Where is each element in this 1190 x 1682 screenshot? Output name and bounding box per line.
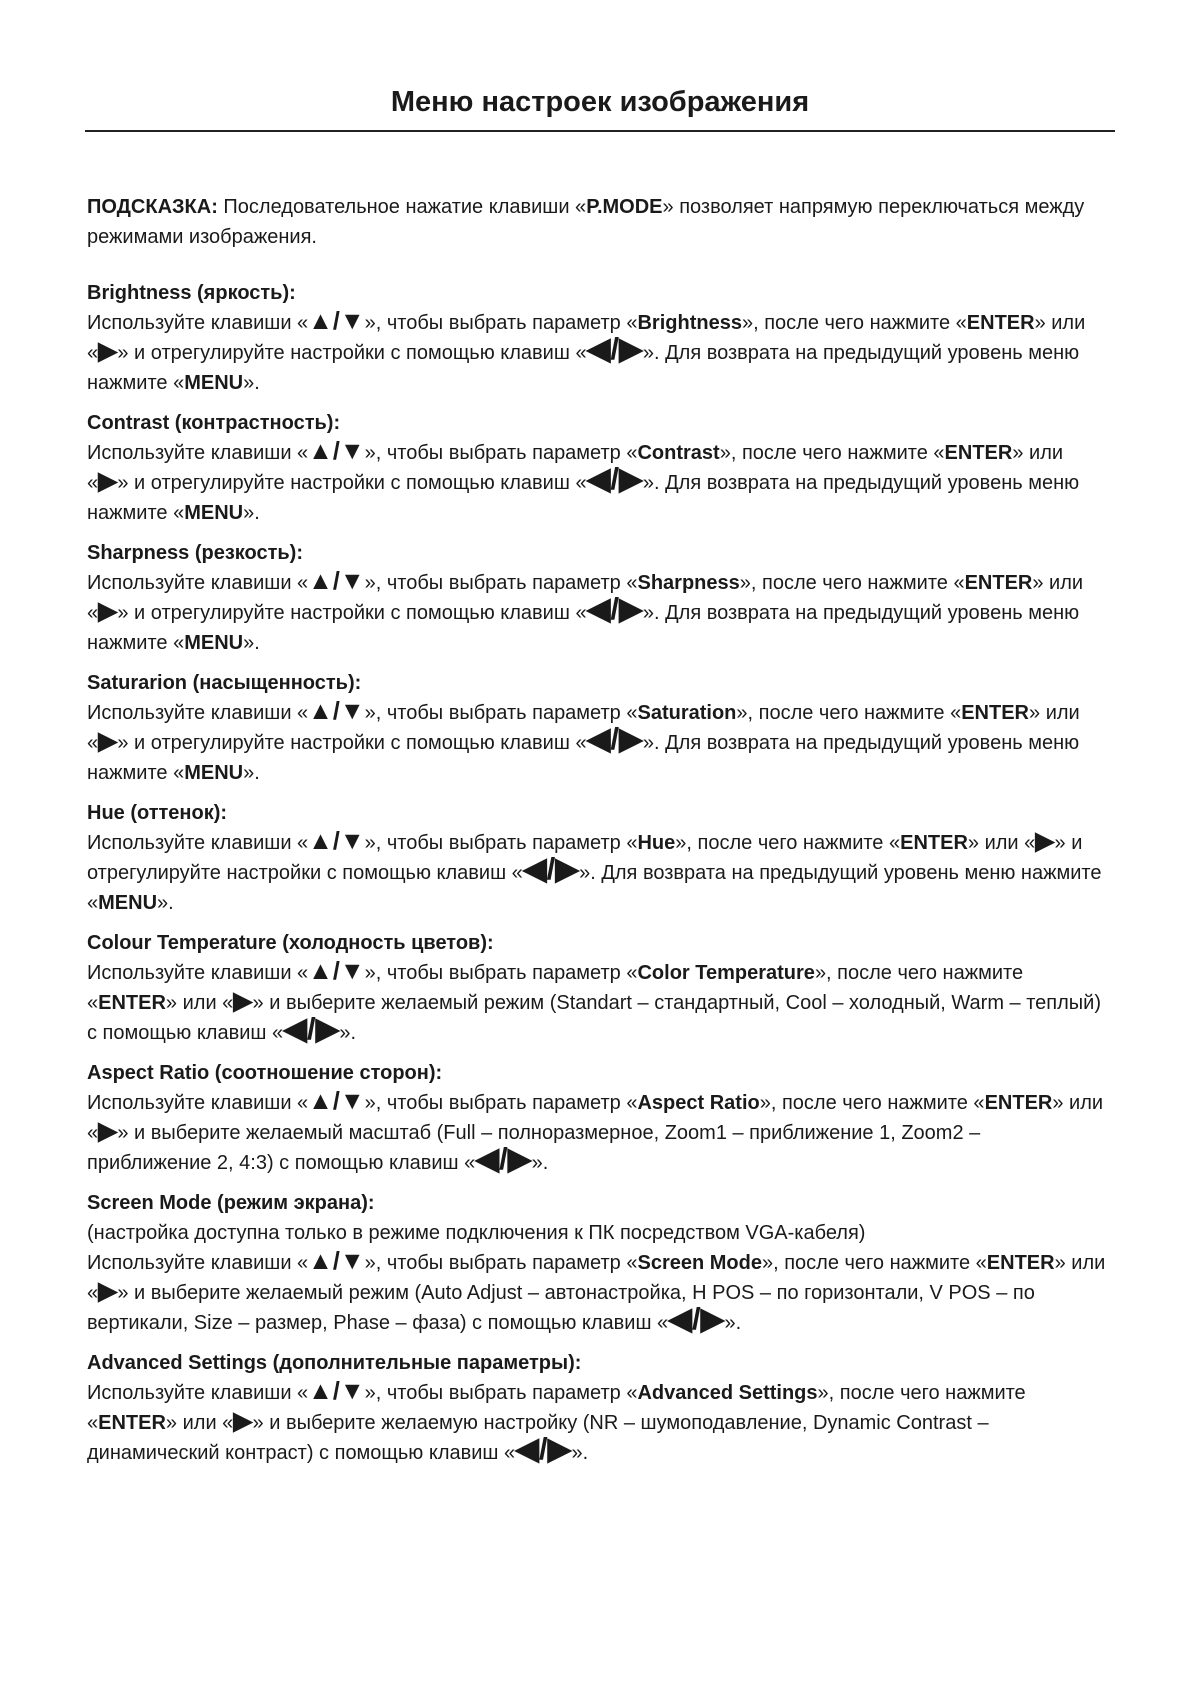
menu-key: MENU [184, 372, 244, 394]
body-text: », после чего нажмите « [761, 1252, 987, 1274]
section-body [87, 438, 1107, 528]
section-body [87, 828, 1107, 918]
body-text: » и отрегулируйте настройки с помощью клавиш « [117, 342, 587, 364]
left-right-arrows-icon: ◀/▶ [475, 1141, 532, 1176]
up-down-arrows-icon: ▲/▼ [308, 1087, 365, 1115]
section-body [87, 1248, 1107, 1338]
section-sharpness [87, 538, 1107, 658]
body-text: ». [243, 762, 260, 784]
body-text: », чтобы выбрать параметр « [364, 962, 638, 984]
body-text: » и выберите желаемый режим (Standart – стандартный, Cool – холодный, Warm – теплый) с помощью клавиш « [87, 992, 1101, 1044]
body-text: » или « [165, 992, 234, 1014]
menu-key: MENU [184, 502, 244, 524]
body-text: », чтобы выбрать параметр « [364, 702, 638, 724]
body-text: », чтобы выбрать параметр « [364, 1252, 638, 1274]
section-heading: Colour Temperature (холодность цветов): [87, 932, 494, 954]
hint-text: Последовательное нажатие клавиши « [217, 196, 587, 218]
body-text: ». [243, 372, 260, 394]
right-arrow-icon: ▶ [233, 1407, 253, 1435]
up-down-arrows-icon: ▲/▼ [308, 697, 365, 725]
body-text: Используйте клавиши « [87, 962, 309, 984]
body-text: », после чего нажмите « [87, 1382, 1026, 1434]
enter-key: ENTER [98, 992, 166, 1014]
section-saturation [87, 668, 1107, 788]
body-text: », чтобы выбрать параметр « [364, 1382, 638, 1404]
section-hue [87, 798, 1107, 918]
body-text: ». [157, 892, 174, 914]
right-arrow-icon: ▶ [98, 467, 118, 495]
param-name: Brightness [637, 312, 742, 334]
param-name: Color Temperature [637, 962, 815, 984]
section-body [87, 308, 1107, 398]
body-text: Используйте клавиши « [87, 702, 309, 724]
body-text: » и отрегулируйте настройки с помощью клавиш « [117, 732, 587, 754]
param-name: Screen Mode [637, 1252, 762, 1274]
left-right-arrows-icon: ◀/▶ [586, 721, 643, 756]
body-text: Используйте клавиши « [87, 442, 309, 464]
section-advanced-settings [87, 1348, 1107, 1468]
param-name: Sharpness [637, 572, 740, 594]
body-text: », после чего нажмите « [87, 962, 1024, 1014]
right-arrow-icon: ▶ [233, 987, 253, 1015]
body-text: » и выберите желаемую настройку (NR – шумоподавление, Dynamic Contrast – динамический контраст) с помощью клавиш « [87, 1412, 989, 1464]
section-body [87, 1088, 1107, 1178]
body-text: », чтобы выбрать параметр « [364, 572, 638, 594]
body-text: ». [243, 632, 260, 654]
body-text: », после чего нажмите « [739, 572, 965, 594]
section-heading: Advanced Settings (дополнительные параметры): [87, 1352, 582, 1374]
section-body [87, 568, 1107, 658]
body-text: Используйте клавиши « [87, 312, 309, 334]
menu-key: MENU [184, 632, 244, 654]
body-text: » или « [87, 572, 1084, 624]
section-note: (настройка доступна только в режиме подключения к ПК посредством VGA-кабеля) [87, 1222, 866, 1244]
title-divider [85, 130, 1115, 132]
section-aspect-ratio [87, 1058, 1107, 1178]
hint-label: ПОДСКАЗКА: [87, 196, 218, 218]
left-right-arrows-icon: ◀/▶ [283, 1011, 340, 1046]
param-name: Aspect Ratio [637, 1092, 760, 1114]
right-arrow-icon: ▶ [98, 1117, 118, 1145]
body-text: », чтобы выбрать параметр « [364, 1092, 638, 1114]
enter-key: ENTER [961, 702, 1030, 724]
body-text: » и отрегулируйте настройки с помощью клавиш « [87, 832, 1083, 884]
enter-key: ENTER [944, 442, 1013, 464]
section-heading: Hue (оттенок): [87, 802, 228, 824]
body-text: Используйте клавиши « [87, 572, 309, 594]
content [87, 192, 1107, 1478]
up-down-arrows-icon: ▲/▼ [308, 567, 365, 595]
enter-key: ENTER [964, 572, 1033, 594]
body-text: ». [243, 502, 260, 524]
section-screen-mode [87, 1188, 1107, 1338]
body-text: » или « [87, 1252, 1106, 1304]
up-down-arrows-icon: ▲/▼ [308, 1247, 365, 1275]
section-heading: Screen Mode (режим экрана): [87, 1192, 375, 1214]
body-text: », после чего нажмите « [759, 1092, 985, 1114]
section-body [87, 698, 1107, 788]
left-right-arrows-icon: ◀/▶ [515, 1431, 572, 1466]
body-text: » и отрегулируйте настройки с помощью клавиш « [117, 472, 587, 494]
right-arrow-icon: ▶ [98, 597, 118, 625]
enter-key: ENTER [900, 832, 968, 854]
param-name: Advanced Settings [637, 1382, 818, 1404]
hint-paragraph [87, 192, 1107, 252]
body-text: » или « [87, 702, 1080, 754]
right-arrow-icon: ▶ [1035, 827, 1055, 855]
page-title: Меню настроек изображения [390, 86, 810, 118]
body-text: Используйте клавиши « [87, 832, 309, 854]
body-text: », после чего нажмите « [736, 702, 962, 724]
param-name: Hue [637, 832, 676, 854]
section-heading: Contrast (контрастность): [87, 412, 341, 434]
left-right-arrows-icon: ◀/▶ [668, 1301, 725, 1336]
body-text: » и выберите желаемый масштаб (Full – полноразмерное, Zoom1 – приближение 1, Zoom2 – приближение 2, 4:3) с помощью клавиш « [87, 1122, 981, 1174]
body-text: ». [724, 1312, 742, 1334]
enter-key: ENTER [98, 1412, 166, 1434]
right-arrow-icon: ▶ [98, 337, 118, 365]
body-text: », чтобы выбрать параметр « [364, 832, 638, 854]
body-text: » или « [87, 1092, 1104, 1144]
up-down-arrows-icon: ▲/▼ [308, 957, 365, 985]
body-text: Используйте клавиши « [87, 1092, 309, 1114]
section-body [87, 958, 1107, 1048]
menu-key: MENU [184, 762, 244, 784]
left-right-arrows-icon: ◀/▶ [586, 591, 643, 626]
body-text: » и выберите желаемый режим (Auto Adjust – автонастройка, H POS – по горизонтали, V POS – по вертикали, Size – размер, Phase – фаза) с помощью клавиш « [87, 1282, 1035, 1334]
section-contrast [87, 408, 1107, 528]
body-text: ». [531, 1152, 549, 1174]
body-text: ». Для возврата на предыдущий уровень меню нажмите « [87, 862, 1102, 914]
left-right-arrows-icon: ◀/▶ [586, 461, 643, 496]
param-name: Saturation [637, 702, 737, 724]
section-heading: Brightness (яркость): [87, 282, 296, 304]
section-heading: Aspect Ratio (соотношение сторон): [87, 1062, 443, 1084]
menu-key: MENU [98, 892, 158, 914]
body-text: », чтобы выбрать параметр « [364, 312, 638, 334]
body-text: », после чего нажмите « [675, 832, 901, 854]
body-text: ». [339, 1022, 357, 1044]
body-text: » или « [165, 1412, 234, 1434]
body-text: » или « [87, 442, 1064, 494]
body-text: ». Для возврата на предыдущий уровень меню нажмите « [87, 342, 1080, 394]
body-text: » и отрегулируйте настройки с помощью клавиш « [117, 602, 587, 624]
body-text: » или « [87, 312, 1086, 364]
hint-text: » позволяет напрямую переключаться между режимами изображения. [87, 196, 1085, 248]
body-text: ». Для возврата на предыдущий уровень меню нажмите « [87, 472, 1080, 524]
left-right-arrows-icon: ◀/▶ [586, 331, 643, 366]
body-text: ». Для возврата на предыдущий уровень меню нажмите « [87, 732, 1080, 784]
param-name: Contrast [637, 442, 720, 464]
up-down-arrows-icon: ▲/▼ [308, 307, 365, 335]
body-text: », после чего нажмите « [719, 442, 945, 464]
left-right-arrows-icon: ◀/▶ [522, 851, 580, 886]
body-text: ». Для возврата на предыдущий уровень меню нажмите « [87, 602, 1080, 654]
up-down-arrows-icon: ▲/▼ [308, 827, 365, 855]
body-text: ». [571, 1442, 589, 1464]
body-text: » или « [967, 832, 1036, 854]
enter-key: ENTER [966, 312, 1035, 334]
section-colour-temperature [87, 928, 1107, 1048]
right-arrow-icon: ▶ [98, 1277, 118, 1305]
section-heading: Saturarion (насыщенность): [87, 672, 362, 694]
up-down-arrows-icon: ▲/▼ [308, 1377, 365, 1405]
right-arrow-icon: ▶ [98, 727, 118, 755]
body-text: Используйте клавиши « [87, 1252, 309, 1274]
up-down-arrows-icon: ▲/▼ [308, 437, 365, 465]
enter-key: ENTER [986, 1252, 1055, 1274]
body-text: Используйте клавиши « [87, 1382, 309, 1404]
body-text: », после чего нажмите « [741, 312, 967, 334]
pmode-key: P.MODE [586, 196, 663, 218]
section-body [87, 1378, 1107, 1468]
body-text: », чтобы выбрать параметр « [364, 442, 638, 464]
enter-key: ENTER [984, 1092, 1053, 1114]
section-heading: Sharpness (резкость): [87, 542, 303, 564]
section-brightness [87, 278, 1107, 398]
